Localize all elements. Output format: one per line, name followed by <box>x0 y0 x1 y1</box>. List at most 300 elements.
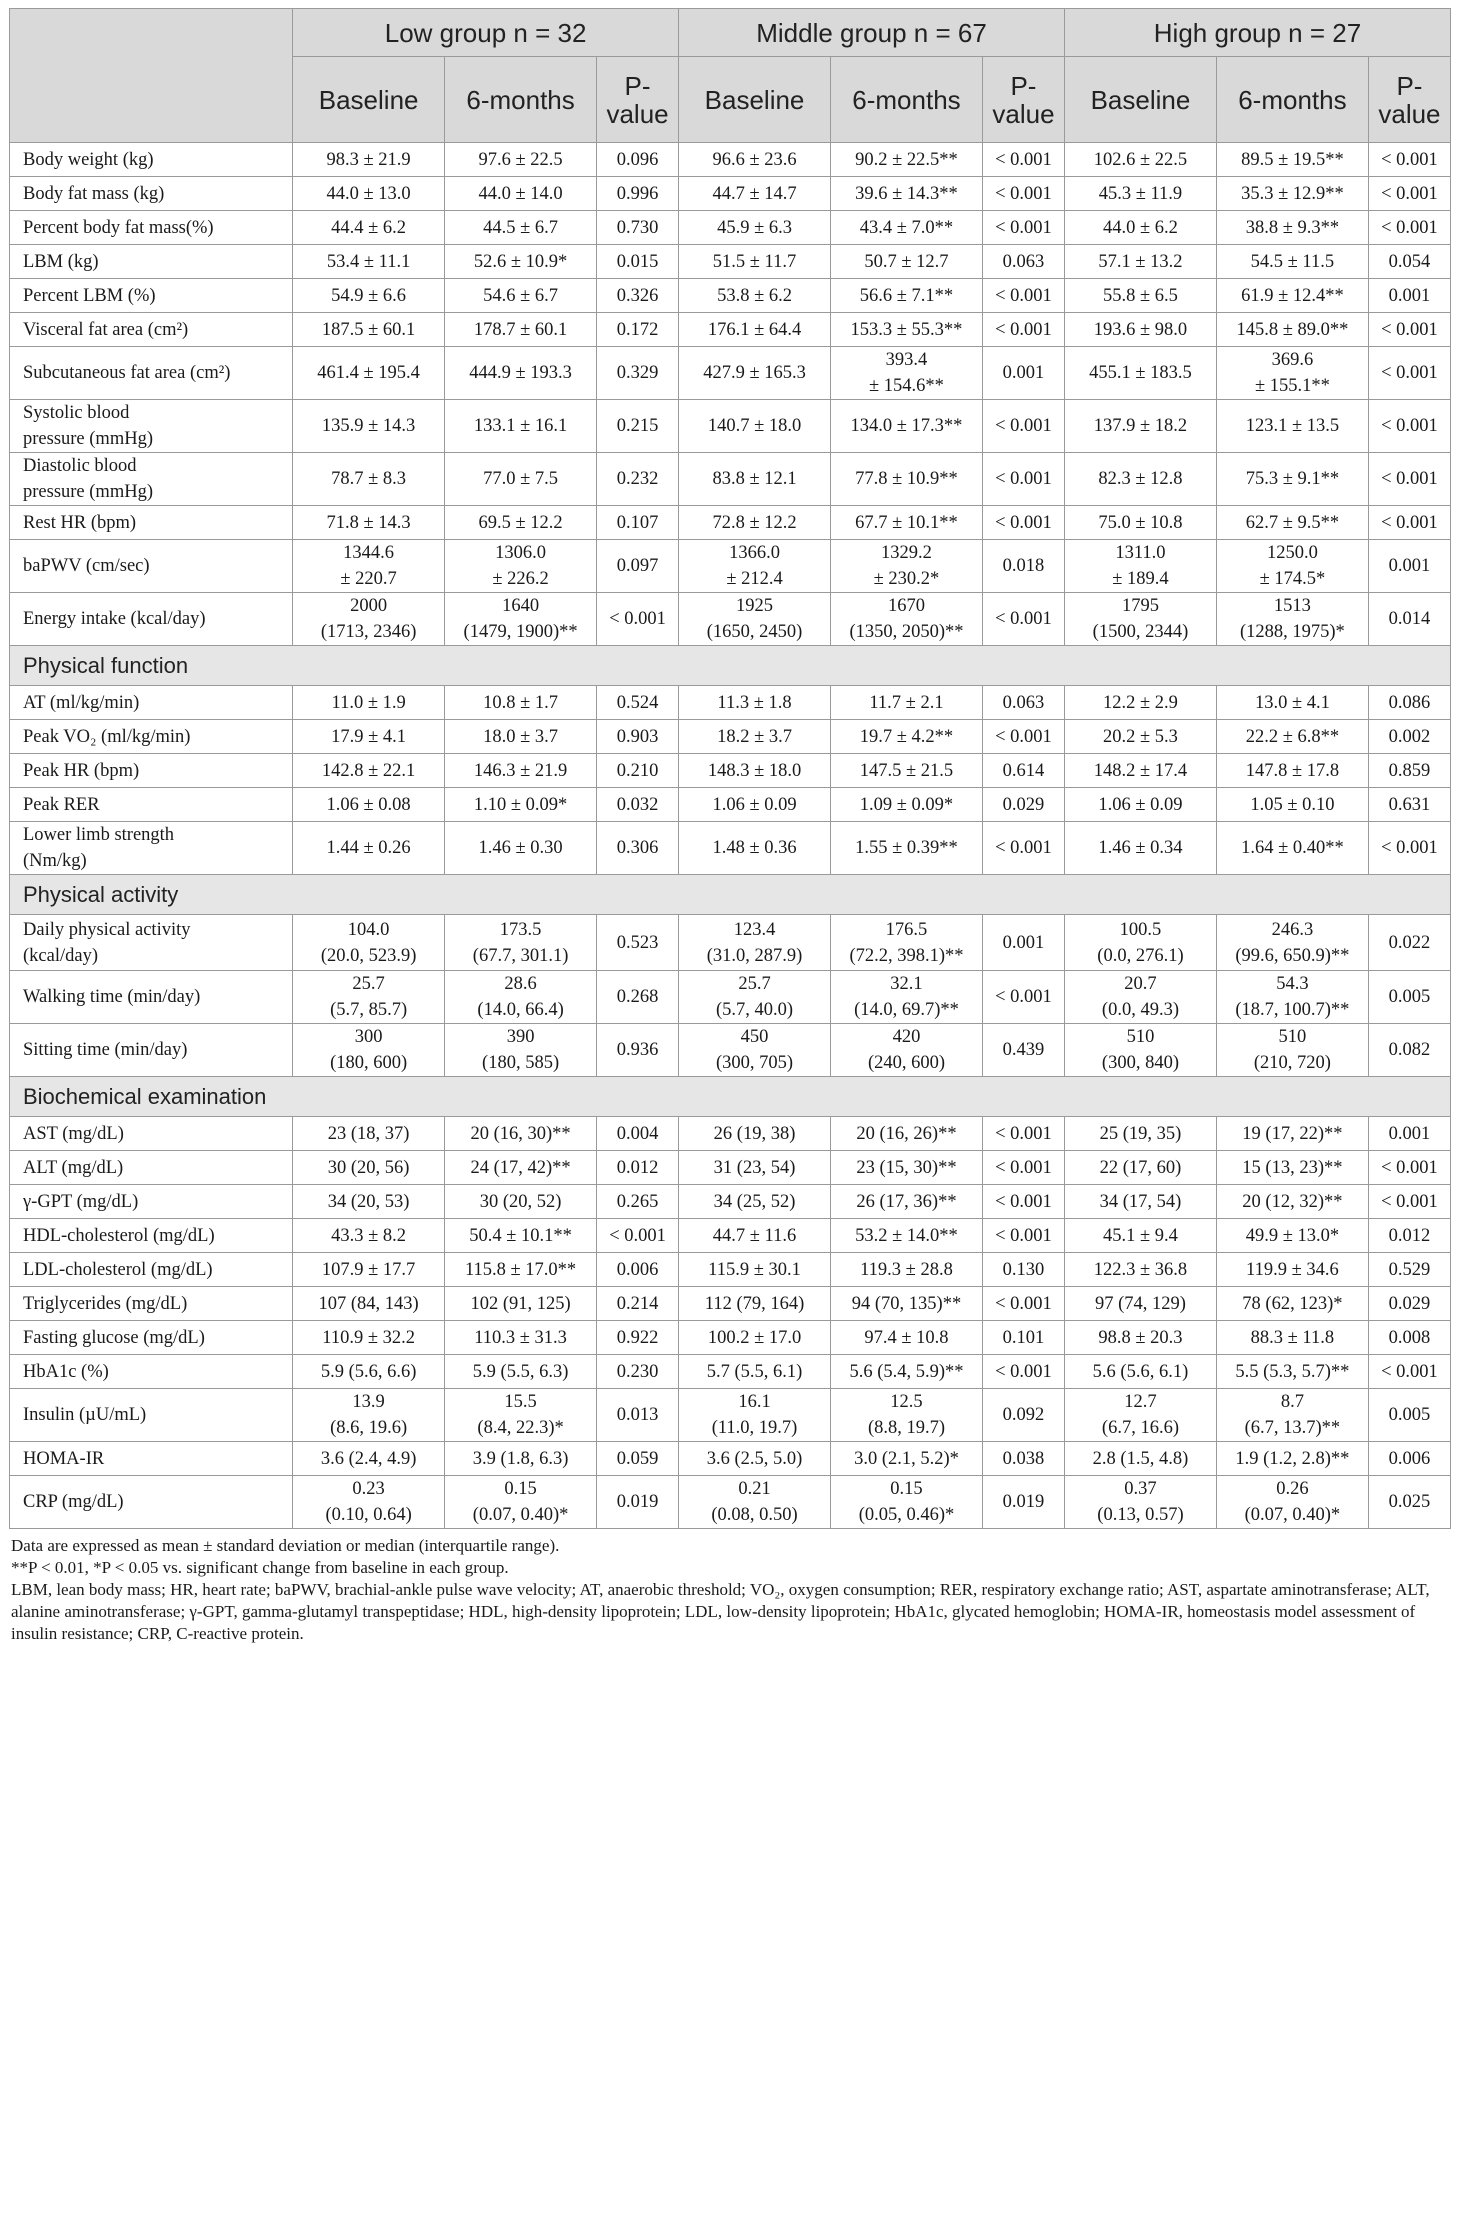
p-value-cell: 0.025 <box>1368 1476 1450 1529</box>
row-label: Energy intake (kcal/day) <box>10 593 293 646</box>
row-label: CRP (mg/dL) <box>10 1476 293 1529</box>
value-cell: 427.9 ± 165.3 <box>679 347 831 400</box>
value-cell: 18.2 ± 3.7 <box>679 720 831 754</box>
value-cell: 137.9 ± 18.2 <box>1064 400 1216 453</box>
section-title: Physical function <box>10 646 1451 686</box>
p-value-cell: < 0.001 <box>1368 453 1450 506</box>
p-value-cell: 0.082 <box>1368 1024 1450 1077</box>
p-value-cell: 0.022 <box>1368 915 1450 971</box>
middle-group-header: Middle group n = 67 <box>679 9 1065 57</box>
value-cell: 17.9 ± 4.1 <box>293 720 445 754</box>
value-cell: 44.0 ± 14.0 <box>445 177 597 211</box>
p-value-cell: < 0.001 <box>982 593 1064 646</box>
value-cell: 100.2 ± 17.0 <box>679 1321 831 1355</box>
value-cell: 148.3 ± 18.0 <box>679 754 831 788</box>
table-row <box>10 686 1451 720</box>
p-value-cell: < 0.001 <box>982 506 1064 540</box>
p-value-cell: 0.012 <box>1368 1219 1450 1253</box>
p-value-cell: 0.038 <box>982 1442 1064 1476</box>
value-cell: 54.9 ± 6.6 <box>293 279 445 313</box>
value-cell: 1670 (1350, 2050)** <box>831 593 983 646</box>
row-label: Lower limb strength (Nm/kg) <box>10 822 293 875</box>
value-cell: 13.9 (8.6, 19.6) <box>293 1389 445 1442</box>
value-cell: 22 (17, 60) <box>1064 1151 1216 1185</box>
table-row <box>10 915 1451 971</box>
value-cell: 54.6 ± 6.7 <box>445 279 597 313</box>
value-cell: 176.5 (72.2, 398.1)** <box>831 915 983 971</box>
row-label: ALT (mg/dL) <box>10 1151 293 1185</box>
value-cell: 369.6 ± 155.1** <box>1216 347 1368 400</box>
footnote-line: Data are expressed as mean ± standard deviation or median (interquartile range). <box>11 1536 560 1555</box>
value-cell: 78 (62, 123)* <box>1216 1287 1368 1321</box>
value-cell: 104.0 (20.0, 523.9) <box>293 915 445 971</box>
value-cell: 45.9 ± 6.3 <box>679 211 831 245</box>
p-value-cell: < 0.001 <box>982 822 1064 875</box>
p-value-cell: 0.001 <box>1368 279 1450 313</box>
value-cell: 20.2 ± 5.3 <box>1064 720 1216 754</box>
value-cell: 1311.0 ± 189.4 <box>1064 540 1216 593</box>
row-label: Daily physical activity (kcal/day) <box>10 915 293 971</box>
value-cell: 57.1 ± 13.2 <box>1064 245 1216 279</box>
table-container <box>9 8 1451 1645</box>
p-value-cell: 0.019 <box>982 1476 1064 1529</box>
p-value-cell: < 0.001 <box>1368 177 1450 211</box>
low-group-header: Low group n = 32 <box>293 9 679 57</box>
value-cell: 510 (210, 720) <box>1216 1024 1368 1077</box>
value-cell: 88.3 ± 11.8 <box>1216 1321 1368 1355</box>
value-cell: 246.3 (99.6, 650.9)** <box>1216 915 1368 971</box>
value-cell: 97.4 ± 10.8 <box>831 1321 983 1355</box>
p-value-cell: 0.215 <box>597 400 679 453</box>
table-row <box>10 1253 1451 1287</box>
value-cell: 98.3 ± 21.9 <box>293 143 445 177</box>
low-6months-header: 6-months <box>445 57 597 143</box>
table-row <box>10 788 1451 822</box>
value-cell: 55.8 ± 6.5 <box>1064 279 1216 313</box>
value-cell: 31 (23, 54) <box>679 1151 831 1185</box>
value-cell: 24 (17, 42)** <box>445 1151 597 1185</box>
value-cell: 187.5 ± 60.1 <box>293 313 445 347</box>
value-cell: 102 (91, 125) <box>445 1287 597 1321</box>
value-cell: 12.7 (6.7, 16.6) <box>1064 1389 1216 1442</box>
value-cell: 11.0 ± 1.9 <box>293 686 445 720</box>
value-cell: 1306.0 ± 226.2 <box>445 540 597 593</box>
table-row <box>10 1321 1451 1355</box>
value-cell: 94 (70, 135)** <box>831 1287 983 1321</box>
value-cell: 50.4 ± 10.1** <box>445 1219 597 1253</box>
p-value-cell: 0.018 <box>982 540 1064 593</box>
p-value-cell: < 0.001 <box>1368 313 1450 347</box>
value-cell: 0.21 (0.08, 0.50) <box>679 1476 831 1529</box>
value-cell: 148.2 ± 17.4 <box>1064 754 1216 788</box>
p-value-cell: 0.059 <box>597 1442 679 1476</box>
p-value-cell: 0.614 <box>982 754 1064 788</box>
row-label: Sitting time (min/day) <box>10 1024 293 1077</box>
value-cell: 390 (180, 585) <box>445 1024 597 1077</box>
value-cell: 67.7 ± 10.1** <box>831 506 983 540</box>
table-row <box>10 279 1451 313</box>
value-cell: 1344.6 ± 220.7 <box>293 540 445 593</box>
section-header-row <box>10 1077 1451 1117</box>
p-value-cell: < 0.001 <box>982 211 1064 245</box>
value-cell: 77.8 ± 10.9** <box>831 453 983 506</box>
p-value-cell: < 0.001 <box>982 279 1064 313</box>
value-cell: 75.3 ± 9.1** <box>1216 453 1368 506</box>
p-value-cell: 0.004 <box>597 1117 679 1151</box>
value-cell: 34 (20, 53) <box>293 1185 445 1219</box>
value-cell: 34 (17, 54) <box>1064 1185 1216 1219</box>
table-row <box>10 313 1451 347</box>
row-label: Insulin (µU/mL) <box>10 1389 293 1442</box>
row-label: HbA1c (%) <box>10 1355 293 1389</box>
value-cell: 45.1 ± 9.4 <box>1064 1219 1216 1253</box>
value-cell: 147.8 ± 17.8 <box>1216 754 1368 788</box>
value-cell: 1.06 ± 0.08 <box>293 788 445 822</box>
row-label: Rest HR (bpm) <box>10 506 293 540</box>
value-cell: 44.4 ± 6.2 <box>293 211 445 245</box>
p-value-cell: 0.014 <box>1368 593 1450 646</box>
row-label: LDL-cholesterol (mg/dL) <box>10 1253 293 1287</box>
value-cell: 112 (79, 164) <box>679 1287 831 1321</box>
row-label: Body weight (kg) <box>10 143 293 177</box>
value-cell: 119.9 ± 34.6 <box>1216 1253 1368 1287</box>
row-label: Diastolic blood pressure (mmHg) <box>10 453 293 506</box>
table-row <box>10 540 1451 593</box>
row-label: HOMA-IR <box>10 1442 293 1476</box>
value-cell: 0.26 (0.07, 0.40)* <box>1216 1476 1368 1529</box>
value-cell: 110.9 ± 32.2 <box>293 1321 445 1355</box>
value-cell: 100.5 (0.0, 276.1) <box>1064 915 1216 971</box>
value-cell: 11.7 ± 2.1 <box>831 686 983 720</box>
value-cell: 1513 (1288, 1975)* <box>1216 593 1368 646</box>
table-row <box>10 1476 1451 1529</box>
value-cell: 420 (240, 600) <box>831 1024 983 1077</box>
row-label: Fasting glucose (mg/dL) <box>10 1321 293 1355</box>
footnote-line: LBM, lean body mass; HR, heart rate; baPWV, brachial-ankle pulse wave velocity; AT, anaerobic threshold; VO₂, oxygen consumption; RER, respiratory exchange ratio; AST, aspartate aminotransferase; ALT, alanine aminotransferase; γ-GPT, gamma-glutamyl transpeptidase; HDL, high-density lipoprotein; LDL, low-density lipoprotein; HbA1c, glycated hemoglobin; HOMA-IR, homeostasis model assessment of insulin resistance; CRP, C-reactive protein. <box>11 1580 1430 1643</box>
p-value-cell: 0.096 <box>597 143 679 177</box>
p-value-cell: < 0.001 <box>1368 506 1450 540</box>
value-cell: 15.5 (8.4, 22.3)* <box>445 1389 597 1442</box>
p-value-cell: < 0.001 <box>1368 211 1450 245</box>
p-value-cell: 0.032 <box>597 788 679 822</box>
table-row <box>10 453 1451 506</box>
p-value-cell: 0.268 <box>597 971 679 1024</box>
p-value-cell: 0.006 <box>1368 1442 1450 1476</box>
value-cell: 34 (25, 52) <box>679 1185 831 1219</box>
p-value-cell: 0.936 <box>597 1024 679 1077</box>
p-value-cell: 0.097 <box>597 540 679 593</box>
p-value-cell: 0.523 <box>597 915 679 971</box>
p-value-cell: 0.329 <box>597 347 679 400</box>
value-cell: 3.0 (2.1, 5.2)* <box>831 1442 983 1476</box>
table-row <box>10 971 1451 1024</box>
p-value-cell: 0.172 <box>597 313 679 347</box>
value-cell: 8.7 (6.7, 13.7)** <box>1216 1389 1368 1442</box>
p-value-cell: 0.001 <box>1368 1117 1450 1151</box>
value-cell: 20 (12, 32)** <box>1216 1185 1368 1219</box>
value-cell: 30 (20, 56) <box>293 1151 445 1185</box>
middle-baseline-header: Baseline <box>679 57 831 143</box>
p-value-cell: < 0.001 <box>982 313 1064 347</box>
value-cell: 18.0 ± 3.7 <box>445 720 597 754</box>
value-cell: 122.3 ± 36.8 <box>1064 1253 1216 1287</box>
value-cell: 1795 (1500, 2344) <box>1064 593 1216 646</box>
table-row <box>10 1151 1451 1185</box>
value-cell: 1329.2 ± 230.2* <box>831 540 983 593</box>
value-cell: 461.4 ± 195.4 <box>293 347 445 400</box>
p-value-cell: 0.006 <box>597 1253 679 1287</box>
value-cell: 173.5 (67.7, 301.1) <box>445 915 597 971</box>
value-cell: 450 (300, 705) <box>679 1024 831 1077</box>
value-cell: 140.7 ± 18.0 <box>679 400 831 453</box>
value-cell: 32.1 (14.0, 69.7)** <box>831 971 983 1024</box>
p-value-cell: < 0.001 <box>982 1287 1064 1321</box>
value-cell: 53.8 ± 6.2 <box>679 279 831 313</box>
table-row <box>10 1219 1451 1253</box>
p-value-cell: < 0.001 <box>982 720 1064 754</box>
table-row <box>10 1442 1451 1476</box>
p-value-cell: 0.012 <box>597 1151 679 1185</box>
p-value-cell: < 0.001 <box>597 1219 679 1253</box>
p-value-cell: < 0.001 <box>1368 347 1450 400</box>
p-value-cell: 0.029 <box>982 788 1064 822</box>
value-cell: 147.5 ± 21.5 <box>831 754 983 788</box>
value-cell: 20.7 (0.0, 49.3) <box>1064 971 1216 1024</box>
p-value-cell: 0.326 <box>597 279 679 313</box>
row-label: Subcutaneous fat area (cm²) <box>10 347 293 400</box>
table-row <box>10 1287 1451 1321</box>
group-header-row <box>10 9 1451 57</box>
table-row <box>10 822 1451 875</box>
value-cell: 110.3 ± 31.3 <box>445 1321 597 1355</box>
value-cell: 12.2 ± 2.9 <box>1064 686 1216 720</box>
value-cell: 5.9 (5.6, 6.6) <box>293 1355 445 1389</box>
value-cell: 77.0 ± 7.5 <box>445 453 597 506</box>
p-value-cell: 0.265 <box>597 1185 679 1219</box>
value-cell: 2.8 (1.5, 4.8) <box>1064 1442 1216 1476</box>
table-row <box>10 245 1451 279</box>
p-value-cell: 0.922 <box>597 1321 679 1355</box>
value-cell: 176.1 ± 64.4 <box>679 313 831 347</box>
value-cell: 38.8 ± 9.3** <box>1216 211 1368 245</box>
row-label: Visceral fat area (cm²) <box>10 313 293 347</box>
value-cell: 1.05 ± 0.10 <box>1216 788 1368 822</box>
value-cell: 1.9 (1.2, 2.8)** <box>1216 1442 1368 1476</box>
value-cell: 44.0 ± 13.0 <box>293 177 445 211</box>
p-value-cell: 0.232 <box>597 453 679 506</box>
value-cell: 25 (19, 35) <box>1064 1117 1216 1151</box>
high-pvalue-header: P-value <box>1368 57 1450 143</box>
value-cell: 393.4 ± 154.6** <box>831 347 983 400</box>
value-cell: 0.15 (0.07, 0.40)* <box>445 1476 597 1529</box>
value-cell: 44.7 ± 14.7 <box>679 177 831 211</box>
value-cell: 5.9 (5.5, 6.3) <box>445 1355 597 1389</box>
p-value-cell: 0.013 <box>597 1389 679 1442</box>
value-cell: 22.2 ± 6.8** <box>1216 720 1368 754</box>
row-label: AT (ml/kg/min) <box>10 686 293 720</box>
value-cell: 45.3 ± 11.9 <box>1064 177 1216 211</box>
table-row <box>10 211 1451 245</box>
p-value-cell: 0.631 <box>1368 788 1450 822</box>
value-cell: 28.6 (14.0, 66.4) <box>445 971 597 1024</box>
value-cell: 89.5 ± 19.5** <box>1216 143 1368 177</box>
low-baseline-header: Baseline <box>293 57 445 143</box>
table-row <box>10 754 1451 788</box>
value-cell: 134.0 ± 17.3** <box>831 400 983 453</box>
value-cell: 23 (15, 30)** <box>831 1151 983 1185</box>
footnote-line: **P < 0.01, *P < 0.05 vs. significant change from baseline in each group. <box>11 1558 509 1577</box>
value-cell: 123.4 (31.0, 287.9) <box>679 915 831 971</box>
value-cell: 3.6 (2.5, 5.0) <box>679 1442 831 1476</box>
p-value-cell: < 0.001 <box>982 1219 1064 1253</box>
value-cell: 5.6 (5.4, 5.9)** <box>831 1355 983 1389</box>
high-baseline-header: Baseline <box>1064 57 1216 143</box>
value-cell: 0.15 (0.05, 0.46)* <box>831 1476 983 1529</box>
value-cell: 44.7 ± 11.6 <box>679 1219 831 1253</box>
value-cell: 444.9 ± 193.3 <box>445 347 597 400</box>
p-value-cell: 0.730 <box>597 211 679 245</box>
p-value-cell: 0.063 <box>982 245 1064 279</box>
value-cell: 50.7 ± 12.7 <box>831 245 983 279</box>
value-cell: 35.3 ± 12.9** <box>1216 177 1368 211</box>
row-label: Percent body fat mass(%) <box>10 211 293 245</box>
value-cell: 1925 (1650, 2450) <box>679 593 831 646</box>
value-cell: 97.6 ± 22.5 <box>445 143 597 177</box>
value-cell: 0.37 (0.13, 0.57) <box>1064 1476 1216 1529</box>
value-cell: 69.5 ± 12.2 <box>445 506 597 540</box>
row-label: Body fat mass (kg) <box>10 177 293 211</box>
value-cell: 30 (20, 52) <box>445 1185 597 1219</box>
section-title: Physical activity <box>10 875 1451 915</box>
value-cell: 25.7 (5.7, 85.7) <box>293 971 445 1024</box>
section-title: Biochemical examination <box>10 1077 1451 1117</box>
value-cell: 26 (17, 36)** <box>831 1185 983 1219</box>
table-row <box>10 1389 1451 1442</box>
high-6months-header: 6-months <box>1216 57 1368 143</box>
p-value-cell: 0.029 <box>1368 1287 1450 1321</box>
value-cell: 115.8 ± 17.0** <box>445 1253 597 1287</box>
p-value-cell: < 0.001 <box>982 1355 1064 1389</box>
value-cell: 62.7 ± 9.5** <box>1216 506 1368 540</box>
value-cell: 11.3 ± 1.8 <box>679 686 831 720</box>
row-label: HDL-cholesterol (mg/dL) <box>10 1219 293 1253</box>
value-cell: 107 (84, 143) <box>293 1287 445 1321</box>
section-header-row <box>10 875 1451 915</box>
value-cell: 82.3 ± 12.8 <box>1064 453 1216 506</box>
p-value-cell: 0.005 <box>1368 971 1450 1024</box>
p-value-cell: 0.086 <box>1368 686 1450 720</box>
p-value-cell: 0.001 <box>1368 540 1450 593</box>
value-cell: 142.8 ± 22.1 <box>293 754 445 788</box>
table-row <box>10 506 1451 540</box>
p-value-cell: 0.214 <box>597 1287 679 1321</box>
value-cell: 107.9 ± 17.7 <box>293 1253 445 1287</box>
value-cell: 98.8 ± 20.3 <box>1064 1321 1216 1355</box>
value-cell: 25.7 (5.7, 40.0) <box>679 971 831 1024</box>
value-cell: 53.2 ± 14.0** <box>831 1219 983 1253</box>
value-cell: 1.06 ± 0.09 <box>1064 788 1216 822</box>
middle-6months-header: 6-months <box>831 57 983 143</box>
value-cell: 1.46 ± 0.34 <box>1064 822 1216 875</box>
p-value-cell: 0.107 <box>597 506 679 540</box>
value-cell: 1.55 ± 0.39** <box>831 822 983 875</box>
p-value-cell: < 0.001 <box>1368 1185 1450 1219</box>
value-cell: 145.8 ± 89.0** <box>1216 313 1368 347</box>
p-value-cell: 0.903 <box>597 720 679 754</box>
value-cell: 115.9 ± 30.1 <box>679 1253 831 1287</box>
value-cell: 52.6 ± 10.9* <box>445 245 597 279</box>
table-row <box>10 177 1451 211</box>
value-cell: 90.2 ± 22.5** <box>831 143 983 177</box>
value-cell: 43.4 ± 7.0** <box>831 211 983 245</box>
p-value-cell: 0.002 <box>1368 720 1450 754</box>
value-cell: 1.06 ± 0.09 <box>679 788 831 822</box>
p-value-cell: 0.001 <box>982 915 1064 971</box>
value-cell: 23 (18, 37) <box>293 1117 445 1151</box>
p-value-cell: < 0.001 <box>1368 822 1450 875</box>
p-value-cell: < 0.001 <box>1368 1151 1450 1185</box>
row-label: Peak HR (bpm) <box>10 754 293 788</box>
value-cell: 44.0 ± 6.2 <box>1064 211 1216 245</box>
value-cell: 53.4 ± 11.1 <box>293 245 445 279</box>
p-value-cell: < 0.001 <box>982 1117 1064 1151</box>
value-cell: 16.1 (11.0, 19.7) <box>679 1389 831 1442</box>
p-value-cell: 0.001 <box>982 347 1064 400</box>
p-value-cell: 0.015 <box>597 245 679 279</box>
p-value-cell: < 0.001 <box>1368 400 1450 453</box>
value-cell: 1640 (1479, 1900)** <box>445 593 597 646</box>
results-table <box>9 8 1451 1529</box>
row-label: Peak RER <box>10 788 293 822</box>
value-cell: 5.6 (5.6, 6.1) <box>1064 1355 1216 1389</box>
value-cell: 1250.0 ± 174.5* <box>1216 540 1368 593</box>
table-row <box>10 1024 1451 1077</box>
value-cell: 75.0 ± 10.8 <box>1064 506 1216 540</box>
value-cell: 135.9 ± 14.3 <box>293 400 445 453</box>
table-footnotes <box>9 1535 1451 1645</box>
p-value-cell: 0.019 <box>597 1476 679 1529</box>
value-cell: 49.9 ± 13.0* <box>1216 1219 1368 1253</box>
row-label: baPWV (cm/sec) <box>10 540 293 593</box>
p-value-cell: 0.210 <box>597 754 679 788</box>
p-value-cell: < 0.001 <box>597 593 679 646</box>
value-cell: 3.9 (1.8, 6.3) <box>445 1442 597 1476</box>
value-cell: 1.44 ± 0.26 <box>293 822 445 875</box>
p-value-cell: < 0.001 <box>982 1185 1064 1219</box>
value-cell: 96.6 ± 23.6 <box>679 143 831 177</box>
value-cell: 193.6 ± 98.0 <box>1064 313 1216 347</box>
middle-pvalue-header: P-value <box>982 57 1064 143</box>
value-cell: 1.48 ± 0.36 <box>679 822 831 875</box>
header-blank-cell <box>10 9 293 143</box>
value-cell: 119.3 ± 28.8 <box>831 1253 983 1287</box>
p-value-cell: < 0.001 <box>982 971 1064 1024</box>
p-value-cell: < 0.001 <box>982 1151 1064 1185</box>
value-cell: 1.64 ± 0.40** <box>1216 822 1368 875</box>
p-value-cell: 0.529 <box>1368 1253 1450 1287</box>
value-cell: 43.3 ± 8.2 <box>293 1219 445 1253</box>
p-value-cell: < 0.001 <box>982 453 1064 506</box>
p-value-cell: 0.063 <box>982 686 1064 720</box>
value-cell: 71.8 ± 14.3 <box>293 506 445 540</box>
table-row <box>10 347 1451 400</box>
value-cell: 178.7 ± 60.1 <box>445 313 597 347</box>
p-value-cell: < 0.001 <box>1368 1355 1450 1389</box>
value-cell: 10.8 ± 1.7 <box>445 686 597 720</box>
value-cell: 133.1 ± 16.1 <box>445 400 597 453</box>
value-cell: 61.9 ± 12.4** <box>1216 279 1368 313</box>
value-cell: 12.5 (8.8, 19.7) <box>831 1389 983 1442</box>
